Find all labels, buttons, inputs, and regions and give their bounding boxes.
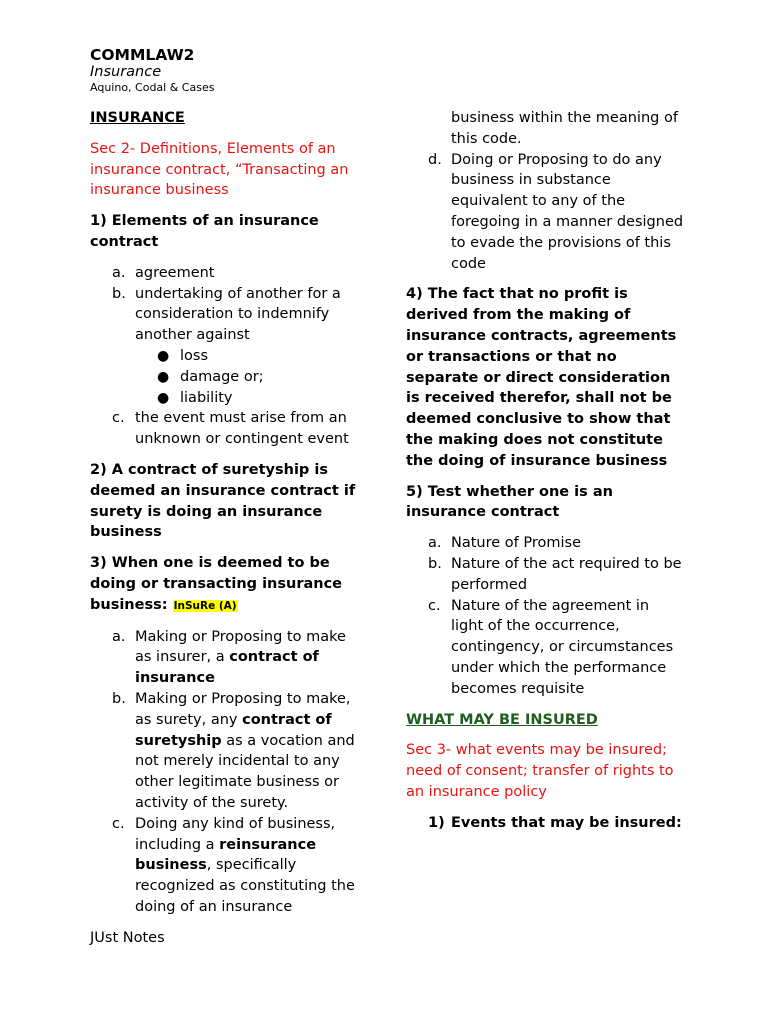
events-list — [406, 813, 684, 834]
subject-title: Insurance — [90, 64, 162, 80]
bullet-text: damage or; — [180, 368, 264, 385]
elements-list — [90, 263, 365, 450]
list-item — [428, 596, 684, 700]
business-list-continued — [406, 150, 684, 275]
bold-term: contract of suretyship — [135, 711, 332, 749]
doing-business-text: 3) When one is deemed to be doing or transacting insurance business: — [90, 555, 343, 613]
right-column — [406, 108, 684, 834]
list-item-text: Events that may be insured: — [451, 814, 682, 831]
against-list — [135, 346, 365, 408]
list-marker: b. — [112, 690, 126, 707]
list-marker: d. — [428, 151, 442, 168]
list-marker: c. — [112, 410, 125, 427]
list-marker: a. — [428, 535, 442, 552]
mnemonic-highlight: InSuRe (A) — [173, 599, 237, 612]
bullet-icon: ● — [157, 389, 170, 406]
left-column — [90, 108, 365, 928]
list-item — [112, 627, 365, 689]
list-item — [112, 284, 365, 409]
list-item — [428, 554, 684, 596]
list-item — [112, 814, 365, 918]
list-item — [112, 263, 365, 284]
bullet-icon: ● — [157, 347, 170, 364]
bullet-text: liability — [180, 389, 233, 406]
no-profit-paragraph: 4) The fact that no profit is derived from the making of insurance contracts, agreements or transactions or that no separate or direct consideration is received therefor, shall not be deemed conclusive to show that the making does not constitute the doing of insurance business — [406, 286, 677, 469]
list-item-text: Nature of Promise — [451, 535, 581, 552]
sec2-title: Sec 2- Definitions, Elements of an insurance contract, “Transacting an insurance business — [90, 140, 349, 199]
list-marker: c. — [428, 597, 441, 614]
footer-note: JUst Notes — [90, 930, 165, 946]
business-list — [90, 627, 365, 918]
bullet-icon: ● — [157, 368, 170, 385]
course-code: COMMLAW2 — [90, 46, 195, 64]
list-item-text: undertaking of another for a consideration to indemnify another against — [135, 285, 341, 344]
list-marker: b. — [112, 285, 126, 302]
bold-term: contract of insurance — [135, 649, 319, 687]
list-item-text: agreement — [135, 264, 215, 281]
list-item-text: Nature of the agreement in light of the occurrence, contingency, or circumstances under which the performance becomes requisite — [451, 597, 674, 697]
test-heading: 5) Test whether one is an insurance contract — [406, 483, 613, 521]
section-heading-insurance: INSURANCE — [90, 110, 185, 126]
list-marker: c. — [112, 815, 125, 832]
list-item-text: Nature of the act required to be performed — [451, 555, 682, 593]
tests-list — [406, 533, 684, 699]
bullet-item — [157, 367, 365, 388]
source-line: Aquino, Codal & Cases — [90, 81, 215, 94]
list-item-text-tail: as a vocation and not merely incidental to any other legitimate business or activity of the surety. — [135, 732, 355, 811]
bullet-item — [157, 346, 365, 367]
list-item-text-tail: , specifically recognized as constituting the doing of an insurance — [135, 857, 355, 915]
list-marker: a. — [112, 628, 126, 645]
list-item-text: Making or Proposing to make, as surety, any — [135, 690, 351, 728]
list-item — [428, 533, 684, 554]
list-item — [112, 408, 365, 450]
list-item-text: Doing any kind of business, including a — [135, 815, 336, 853]
section-heading-what-may-be-insured: WHAT MAY BE INSURED — [406, 711, 598, 728]
item-c-continuation: business within the meaning of this code. — [451, 110, 678, 147]
list-marker: a. — [112, 264, 126, 281]
bullet-item — [157, 388, 365, 409]
list-item-text: Making or Proposing to make as insurer, a — [135, 628, 346, 666]
list-item-text: Doing or Proposing to do any business in substance equivalent to any of the foregoing in a manner designed to evade the provisions of this code — [451, 151, 684, 272]
sec3-title: Sec 3- what events may be insured; need of consent; transfer of rights to an insurance policy — [406, 742, 674, 800]
list-item — [428, 150, 684, 275]
list-marker: b. — [428, 555, 442, 572]
doing-business-heading — [90, 553, 365, 616]
list-item — [428, 813, 684, 834]
bullet-text: loss — [180, 347, 209, 364]
list-item — [112, 689, 365, 814]
list-marker: 1) — [428, 814, 445, 831]
suretyship-paragraph: 2) A contract of suretyship is deemed an insurance contract if surety is doing an insurance business — [90, 461, 356, 541]
elements-heading: 1) Elements of an insurance contract — [90, 213, 319, 250]
list-item-text: the event must arise from an unknown or contingent event — [135, 410, 349, 448]
bold-term: reinsurance business — [135, 836, 317, 874]
